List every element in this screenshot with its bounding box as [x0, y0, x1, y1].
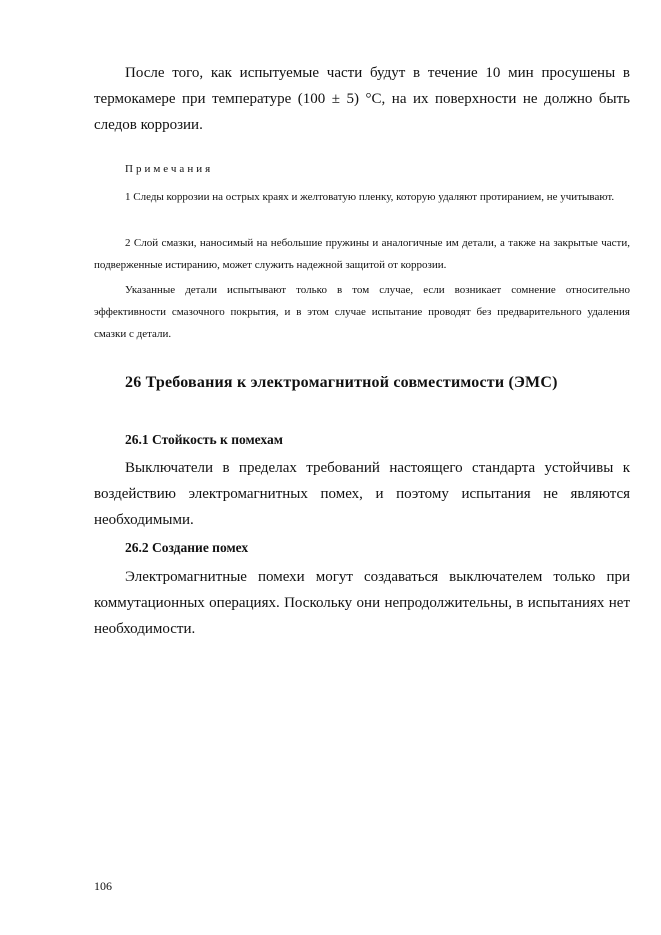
subsection-text-26-1: Выключатели в пределах требований настоящего стандарта устойчивы к воздействию электромагнитных помех, и поэтому испытания не являются необходимыми.	[94, 460, 630, 528]
subsection-heading-26-2: 26.2 Создание помех	[125, 540, 249, 555]
subsection-heading-26-1: 26.1 Стойкость к помехам	[125, 432, 283, 447]
notes-title: Примечания	[125, 163, 214, 175]
note-item-1: 1 Следы коррозии на острых краях и желтоватую пленку, которую удаляют протиранием, не учитывают.	[125, 191, 615, 203]
note-item-2: 2 Слой смазки, наносимый на небольшие пружины и аналогичные им детали, а также на закрытые части, подверженные истиранию, может служить надежной защитой от коррозии.	[94, 237, 630, 271]
note-item-3: Указанные детали испытывают только в том случае, если возникает сомнение относительно эффективности смазочного покрытия, и в этом случае испытание проводят без предварительного удаления смазки с детали.	[94, 284, 630, 340]
section-heading: 26 Требования к электромагнитной совместимости (ЭМС)	[125, 374, 558, 391]
page-number: 106	[94, 879, 112, 893]
intro-paragraph: После того, как испытуемые части будут в течение 10 мин просушены в термокамере при температуре (100 ± 5) °С, на их поверхности не должно быть следов коррозии.	[94, 65, 630, 133]
subsection-text-26-2: Электромагнитные помехи могут создаваться выключателем только при коммутационных операциях. Поскольку они непродолжительны, в испытаниях нет необходимости.	[94, 569, 630, 637]
